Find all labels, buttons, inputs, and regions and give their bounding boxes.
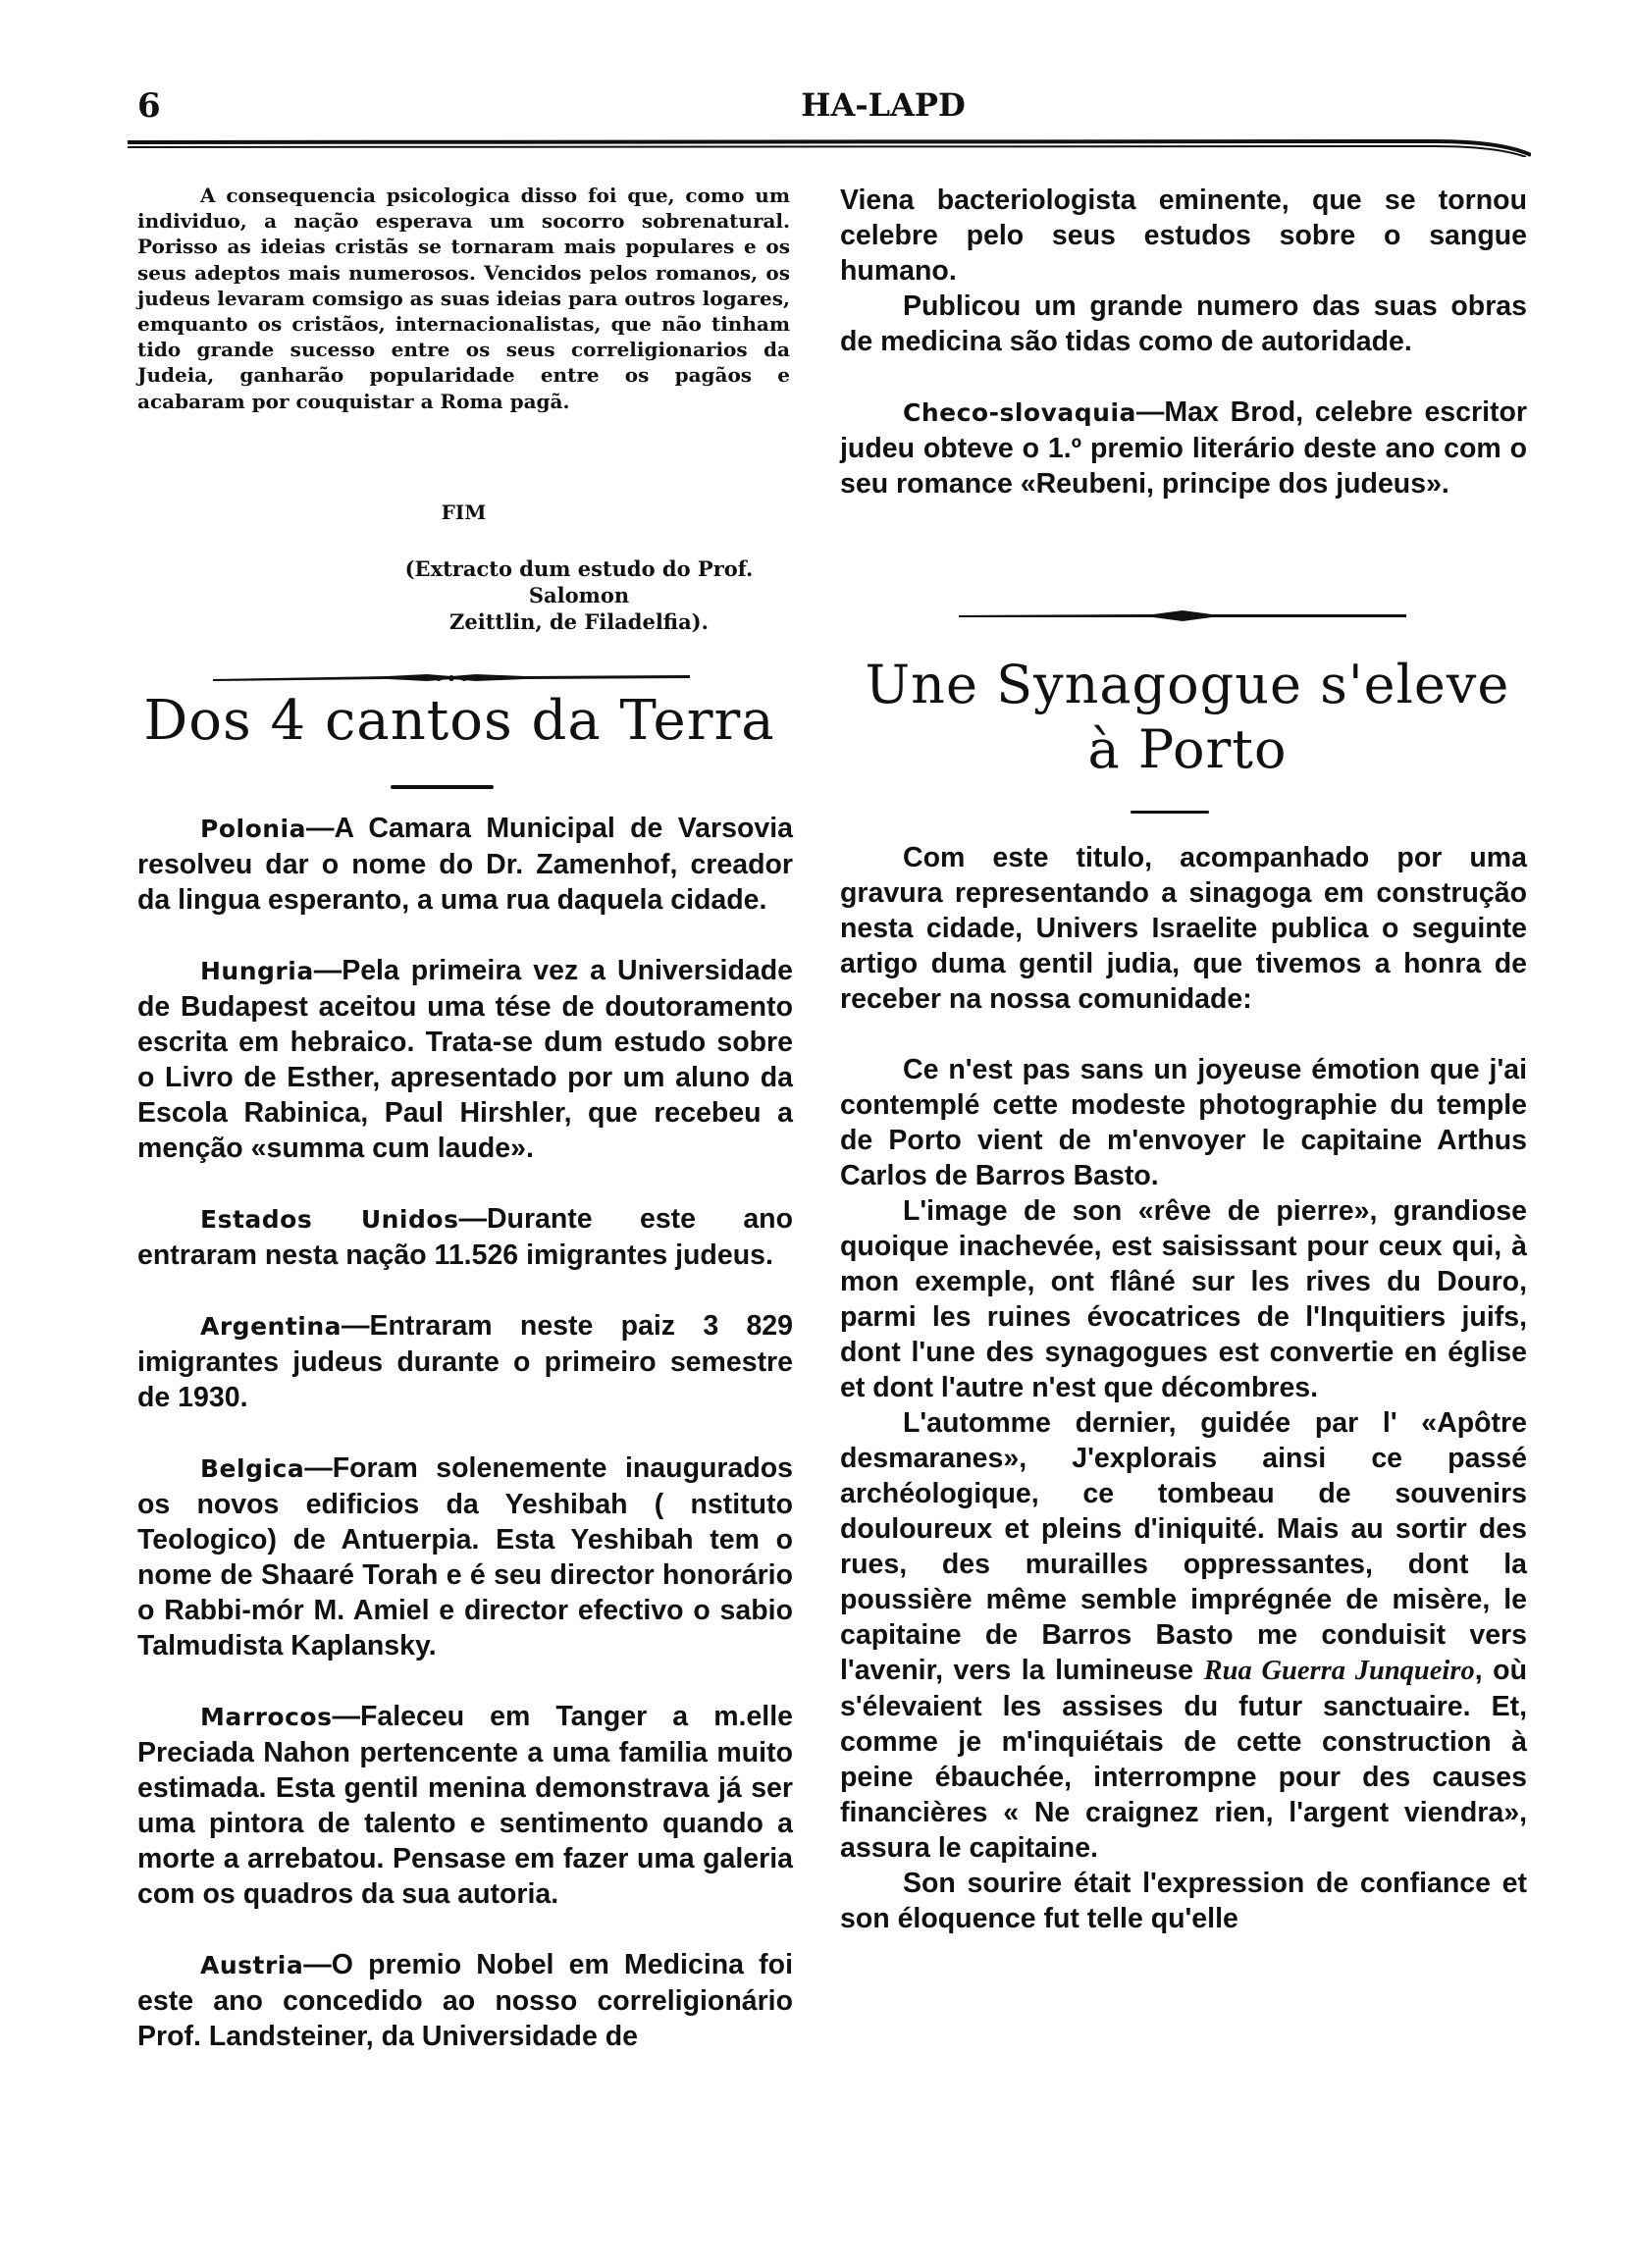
ornamental-divider <box>957 608 1408 622</box>
news-text: —Max Brod, celebre escritor judeu obteve o 1.º premio literário deste ano com o seu romance «Reubeni, principe dos judeus». <box>840 396 1527 500</box>
news-country: Belgica <box>200 1454 305 1483</box>
article-body <box>840 840 1527 1936</box>
news-item <box>137 1947 793 2054</box>
article-title <box>839 653 1536 782</box>
news-item <box>137 1450 793 1663</box>
news-item <box>840 395 1527 501</box>
section-title: Dos 4 cantos da Terra <box>143 689 775 753</box>
running-title: HA-LAPD <box>801 86 966 124</box>
article-title-line-2: à Porto <box>1087 718 1288 780</box>
continuation-paragraph: Viena bacteriologista eminente, que se tornou celebre pelo seus estudos sobre o sangue humano. <box>840 185 1527 287</box>
news-country: Checo-slovaquia <box>903 398 1136 427</box>
article-paragraph: L'image de son «rêve de pierre», grandiose quoique inachevée, est saisissant pour ceux qui, à mon exemple, ont flâné sur les rives du Douro, parmi les ruines évocatrices de l'Inquitiers juifs, dont l'une des synagogues est convertie en église et dont l'autre n'est que décombres. <box>840 1195 1527 1403</box>
news-text: —A Camara Municipal de Varsovia resolveu dar o nome do Dr. Zamenhof, creador da lingua esperanto, a uma rua daquela cidade. <box>137 813 793 916</box>
right-column-top <box>840 183 1527 501</box>
news-country: Austria <box>200 1951 304 1979</box>
citation-line-2: Zeittlin, de Filadelfia). <box>449 609 709 634</box>
news-item <box>137 1699 793 1912</box>
previous-article-ending <box>137 183 790 414</box>
news-text: —Entraram neste paiz 3 829 imigrantes judeus durante o primeiro semestre de 1930. <box>137 1310 793 1413</box>
article-paragraph: Son sourire était l'expression de confiance et son éloquence fut telle qu'elle <box>840 1868 1527 1934</box>
article-intro: Com este titulo, acompanhado por uma gravura representando a sinagoga em construção nesta cidade, Univers Israelite publica o seguinte artigo duma gentil judia, que tivemos a honra de receber na nossa comunidade: <box>840 842 1527 1015</box>
news-country: Hungria <box>200 957 314 985</box>
news-country: Argentina <box>200 1312 342 1341</box>
news-item <box>137 811 793 918</box>
article-paragraph <box>840 1405 1527 1866</box>
article-text: L'automme dernier, guidée par l' «Apôtre desmaranes», J'explorais ainsi ce passé archéologique, ce tombeau de souvenirs douloureux et pleins d'iniquité. Mais au sortir des rues, des murailles oppressantes, dont la poussière même semble imprégnée de misère, le capitaine de Barros Basto me conduisit vers l'avenir, vers la lumineuse <box>840 1407 1527 1686</box>
news-item <box>137 1308 793 1415</box>
header-rule <box>128 135 1531 157</box>
news-item <box>137 1201 793 1273</box>
title-underline <box>391 785 494 789</box>
ornamental-divider <box>211 670 692 684</box>
news-text: —Pela primeira vez a Universidade de Budapest aceitou uma tése de doutoramento escrita em hebraico. Trata-se dum estudo sobre o Livro de Esther, apresentado por um aluno da Escola Rabinica, Paul Hirshler, que recebeu a menção «summa cum laude». <box>137 955 793 1164</box>
article-paragraph: Ce n'est pas sans un joyeuse émotion que j'ai contemplé cette modeste photographie du temple de Porto vient de m'envoyer le capitaine Arthus Carlos de Barros Basto. <box>840 1054 1527 1191</box>
fim-label: FIM <box>441 501 487 524</box>
title-underline <box>1131 811 1209 814</box>
news-column <box>137 811 793 2054</box>
page-number: 6 <box>137 86 161 126</box>
news-item <box>137 953 793 1166</box>
news-text: —O premio Nobel em Medicina foi este ano concedido ao nosso correligionário Prof. Landsteiner, da Universidade de <box>137 1949 793 2052</box>
citation <box>363 555 795 635</box>
street-name: Rua Guerra Junqueiro <box>1203 1656 1475 1686</box>
intro-paragraph: A consequencia psicologica disso foi que, como um individuo, a nação esperava um socorro sobrenatural. Porisso as ideias cristãs se tornaram mais populares e os seus adeptos mais numerosos. Vencidos pelos romanos, os judeus levaram comsigo as suas ideias para outros logares, emquanto os cristãos, internacionalistas, que não tinham tido grande sucesso entre os seus correligionarios da Judeia, ganharão popularidade entre os pagãos e acabaram por couquistar a Roma pagã. <box>137 184 790 413</box>
continuation-paragraph-2: Publicou um grande numero das suas obras de medicina são tidas como de autoridade. <box>840 290 1527 357</box>
article-text: , où s'élevaient les assises du futur sanctuaire. Et, comme je m'inquiétais de cette construction à peine ébauchée, interrompne pour des causes financières « Ne craignez rien, l'argent viendra», assura le capitaine. <box>840 1655 1527 1864</box>
news-text: —Faleceu em Tanger a m.elle Preciada Nahon pertencente a uma familia muito estimada. Esta gentil menina demonstrava já ser uma pintora de talento e sentimento quando a morte a arrebatou. Pensase em fazer uma galeria com os quadros da sua autoria. <box>137 1701 793 1910</box>
article-title-line-1: Une Synagogue s'eleve <box>865 654 1510 715</box>
citation-line-1: (Extracto dum estudo do Prof. Salomon <box>404 556 754 607</box>
news-country: Marrocos <box>200 1703 333 1731</box>
news-text: —Durante este ano entraram nesta nação 11.526 imigrantes judeus. <box>137 1203 793 1271</box>
news-country: Polonia <box>200 815 306 843</box>
news-country: Estados Unidos <box>200 1205 459 1234</box>
news-text: —Foram solenemente inaugurados os novos edificios da Yeshibah ( nstituto Teologico) de Antuerpia. Esta Yeshibah tem o nome de Shaaré Torah e é seu director honorário o Rabbi-mór M. Amiel e director efectivo o sabio Talmudista Kaplansky. <box>137 1452 793 1661</box>
